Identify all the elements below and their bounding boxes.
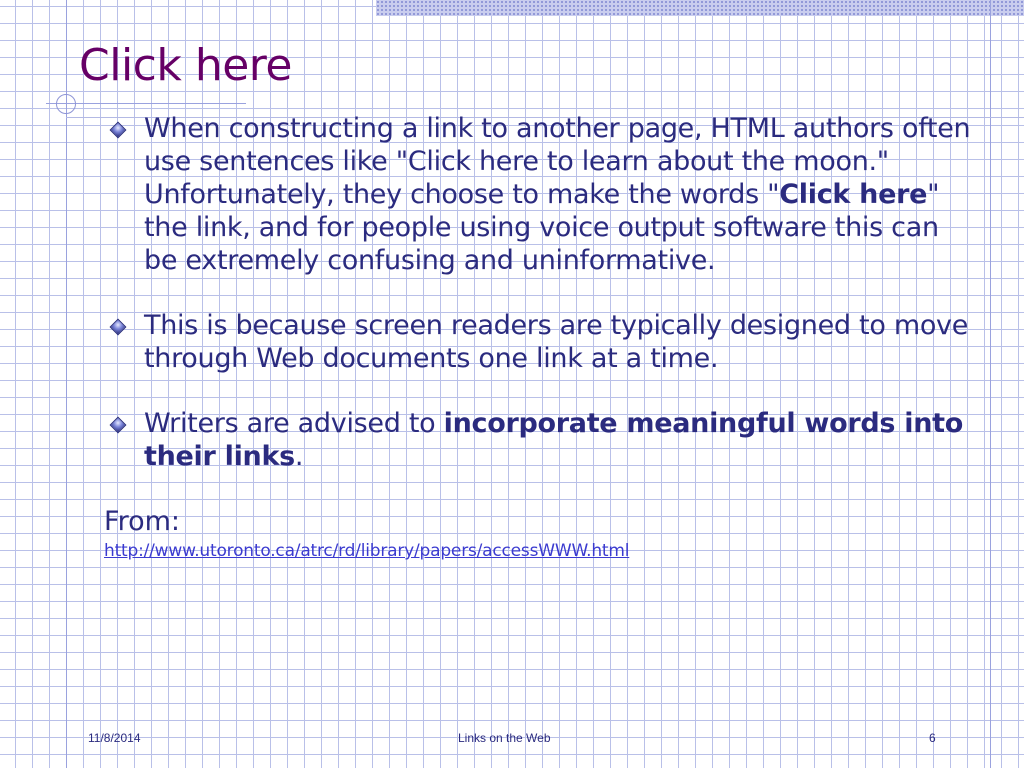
- bullet-item: [104, 112, 974, 277]
- bullet-text-part: .: [294, 441, 304, 472]
- bullet-emphasis: incorporate meaningful words into their links: [144, 408, 963, 472]
- source-label: From:: [104, 506, 180, 537]
- bullet-text: [144, 407, 974, 473]
- bullet-text-part: When constructing a link to another page, HTML authors often use sentences like "Click here to learn about the moon." Unfortunately, they choose to make the words ": [144, 113, 971, 210]
- bullet-text: [144, 112, 974, 277]
- title-underline-rule: [46, 103, 246, 104]
- ring-ornament-icon: [56, 94, 76, 114]
- bullet-text-part: Writers are advised to: [144, 408, 444, 439]
- bullet-emphasis: Click here: [779, 179, 928, 210]
- diamond-bullet-icon: [110, 417, 127, 434]
- bullet-item: [104, 309, 974, 375]
- diamond-bullet-icon: [110, 122, 127, 139]
- slide-number: 6: [929, 731, 936, 745]
- left-vertical-rule: [66, 0, 67, 768]
- footer-title: Links on the Web: [458, 731, 551, 745]
- bullet-text-part: " the link, and for people using voice output software this can be extremely confusing and uninformative.: [144, 179, 940, 276]
- bullet-item: [104, 407, 974, 473]
- bullet-text: This is because screen readers are typically designed to move through Web documents one link at a time.: [144, 310, 969, 374]
- slide-body: [104, 112, 974, 564]
- footer-date: 11/8/2014: [88, 731, 141, 745]
- diamond-bullet-icon: [110, 319, 127, 336]
- right-vertical-rule: [990, 0, 991, 768]
- slide-title: Click here: [79, 40, 292, 91]
- header-pattern-band: [376, 0, 1024, 16]
- source-link[interactable]: http://www.utoronto.ca/atrc/rd/library/papers/accessWWW.html: [104, 541, 630, 561]
